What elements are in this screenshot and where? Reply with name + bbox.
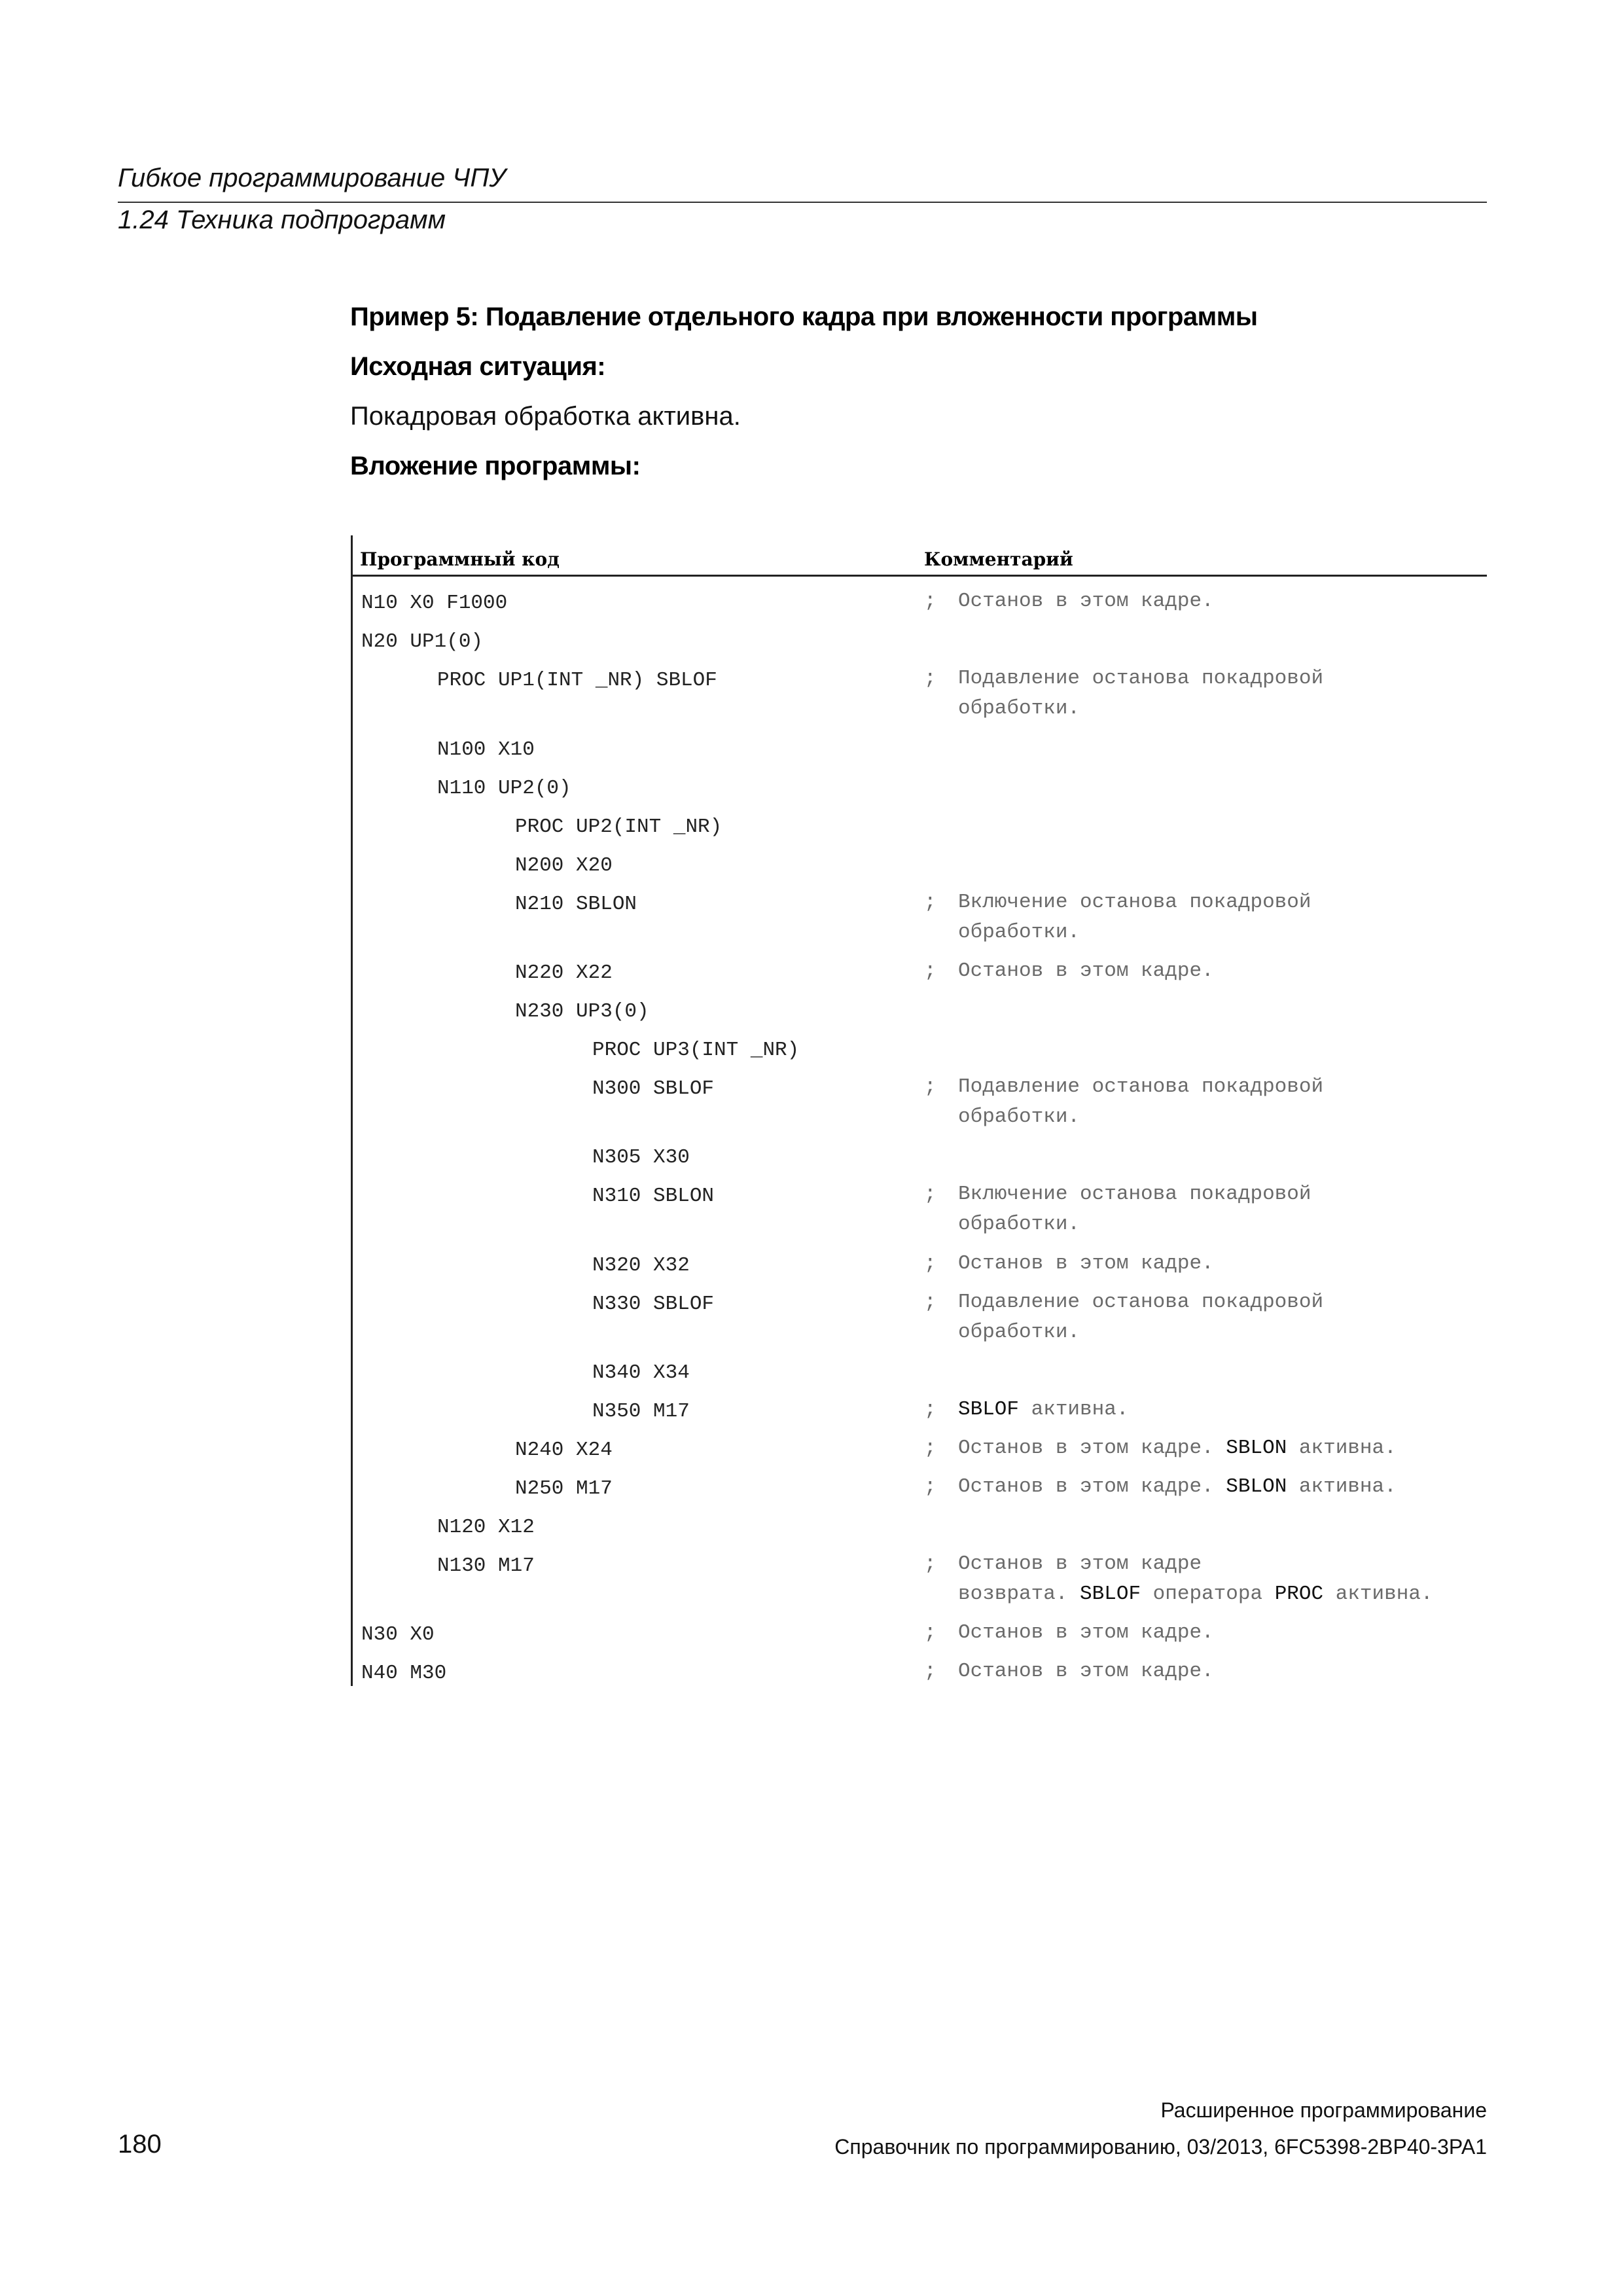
comment: ; Останов в этом кадре. <box>924 1660 1214 1683</box>
chapter-header: Гибкое программирование ЧПУ <box>118 164 506 192</box>
code-line: N350 M17 <box>592 1400 690 1423</box>
comment: ; Останов в этом кадре. <box>924 1621 1214 1644</box>
comment: ; Подавление останова покадровой обработки. <box>924 667 1324 720</box>
code-line: N110 UP2(0) <box>437 777 571 800</box>
code-line: N310 SBLON <box>592 1185 715 1208</box>
column-header-code: Программный код <box>360 548 560 570</box>
table-left-border <box>351 535 353 1686</box>
section-header: 1.24 Техника подпрограмм <box>118 206 446 234</box>
comment: ; Останов в этом кадре. <box>924 1252 1214 1275</box>
code-line: N30 X0 <box>361 1623 435 1646</box>
code-line: N300 SBLOF <box>592 1077 715 1100</box>
code-line: N210 SBLON <box>515 893 637 916</box>
code-line: N120 X12 <box>437 1516 535 1539</box>
footer-book-title: Расширенное программирование <box>1160 2098 1487 2122</box>
comment: ; Останов в этом кадре. <box>924 590 1214 613</box>
comment: ; Включение останова покадровой обработки. <box>924 891 1311 944</box>
code-line: N20 UP1(0) <box>361 630 484 653</box>
comment: ; Останов в этом кадре. SBLON активна. <box>924 1475 1397 1498</box>
code-line: PROC UP1(INT _NR) SBLOF <box>437 669 717 692</box>
code-line: N40 M30 <box>361 1662 447 1685</box>
code-line: N220 X22 <box>515 961 613 984</box>
initial-situation-text: Покадровая обработка активна. <box>350 402 741 431</box>
comment: ; Останов в этом кадре. SBLON активна. <box>924 1437 1397 1460</box>
comment: ; Включение останова покадровой обработки. <box>924 1183 1311 1236</box>
code-line: N305 X30 <box>592 1146 690 1169</box>
column-header-comment: Комментарий <box>924 548 1073 570</box>
example-title: Пример 5: Подавление отдельного кадра при вложенности программы <box>350 302 1258 331</box>
code-line: N240 X24 <box>515 1439 613 1462</box>
code-line: N100 X10 <box>437 738 535 761</box>
code-line: N330 SBLOF <box>592 1293 715 1316</box>
page-number: 180 <box>118 2130 162 2159</box>
code-line: N320 X32 <box>592 1254 690 1277</box>
footer-book-info: Справочник по программированию, 03/2013, 6FC5398-2BP40-3PA1 <box>834 2135 1487 2159</box>
code-line: N200 X20 <box>515 854 613 877</box>
comment: ; Останов в этом кадре. <box>924 960 1214 982</box>
code-line: PROC UP2(INT _NR) <box>515 816 722 838</box>
code-line: N10 X0 F1000 <box>361 592 508 615</box>
table-header-rule <box>351 575 1487 577</box>
code-line: N230 UP3(0) <box>515 1000 649 1023</box>
code-line: N340 X34 <box>592 1361 690 1384</box>
nesting-title: Вложение программы: <box>350 452 641 480</box>
initial-situation-title: Исходная ситуация: <box>350 352 606 381</box>
code-line: PROC UP3(INT _NR) <box>592 1039 800 1062</box>
comment: ; SBLOF активна. <box>924 1398 1129 1421</box>
header-rule <box>118 202 1487 203</box>
comment: ; Останов в этом кадре возврата. SBLOF оператора PROC активна. <box>924 1552 1433 1605</box>
comment: ; Подавление останова покадровой обработки. <box>924 1291 1324 1344</box>
code-line: N130 M17 <box>437 1554 535 1577</box>
comment: ; Подавление останова покадровой обработки. <box>924 1075 1324 1128</box>
code-line: N250 M17 <box>515 1477 613 1500</box>
